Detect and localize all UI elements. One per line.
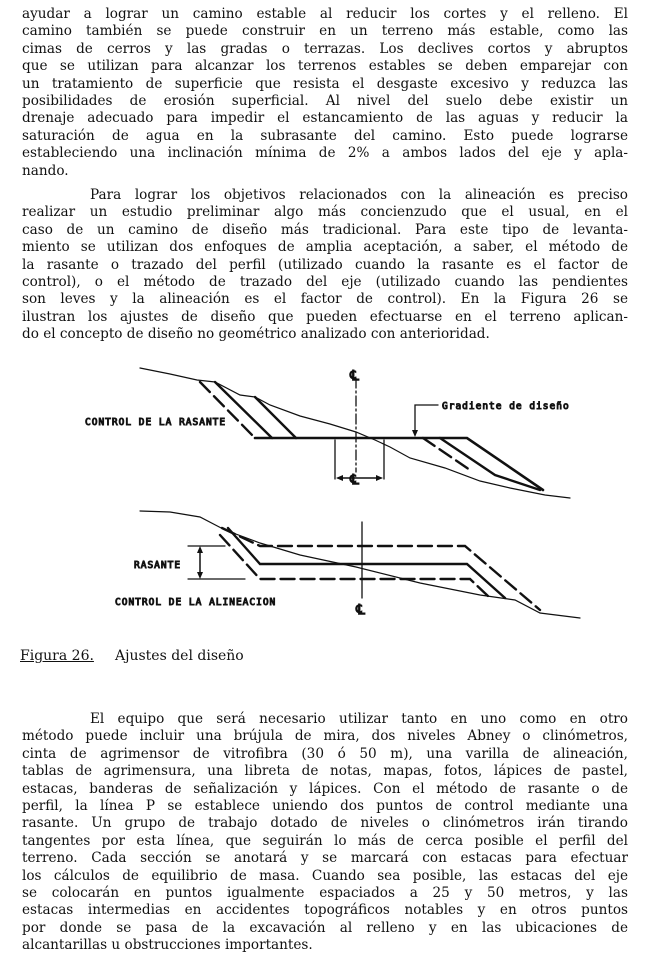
text-line: ilustran los ajustes de diseño que pueden efectuarse en el terreno aplican- — [22, 308, 628, 325]
text-line: saturación de agua en la subrasante del camino. Esto puede lograrse — [22, 127, 628, 144]
cut-slope — [255, 397, 296, 438]
arrowhead — [197, 572, 203, 579]
text-line: do el concepto de diseño no geométrico analizado con anterioridad. — [22, 326, 490, 343]
cut-slope — [215, 382, 272, 438]
design-grade-line — [255, 438, 543, 490]
text-line: El equipo que será necesario utilizar tanto en uno como en otro — [90, 711, 628, 727]
text-line: los cálculos de equilibrio de masa. Cuando sea posible, las estacas del eje — [22, 867, 628, 884]
text-line: rasante. Un grupo de trabajo dotado de niveles o clinómetros irán tirando — [22, 815, 628, 832]
figure-caption-title: Ajustes del diseño — [115, 648, 244, 664]
label-grade-control: CONTROL DE LA RASANTE — [85, 417, 227, 428]
text-line: cimas de cerros y las gradas o terrazas. Los declives cortos y abruptos — [22, 40, 628, 57]
text-line: alcantarillas u obstrucciones importantes. — [22, 937, 313, 954]
text-line: estableciendo una inclinación mínima de 2% a ambos lados del eje y apla- — [22, 145, 628, 162]
gradient-leader — [415, 405, 438, 432]
text-line: método puede incluir una brújula de mira, dos niveles Abney o clinómetros, — [22, 728, 628, 745]
fill-slope — [440, 438, 540, 490]
text-line: posibilidades de erosión superficial. Al nivel del suelo debe existir un — [22, 92, 628, 109]
text-line: camino también se puede construir en un terreno más estable, como las — [22, 23, 628, 40]
text-line: la rasante o trazado del perfil (utilizado cuando la rasante es el factor de — [22, 256, 628, 273]
text-line: caso de un camino de diseño más tradicional. Para este tipo de levanta- — [22, 221, 628, 238]
text-line: miento se utilizan dos enfoques de amplia aceptación, a saber, el método de — [22, 239, 628, 256]
label-alignment-control: CONTROL DE LA ALINEACION — [115, 597, 277, 608]
text-line: estacas intermedias en accidentes topográficos notables y en otros puntos — [22, 902, 628, 919]
text-line: estacas, banderas de señalización y lápices. Con el método de rasante o de — [22, 780, 628, 797]
text-line: drenaje adecuado para impedir el estancamiento de las aguas y reducir la — [22, 110, 628, 127]
arrowhead — [197, 546, 203, 553]
text-line: tablas de agrimensura, una libreta de notas, mapas, fotos, lápices de pastel, — [22, 763, 628, 780]
text-line: perfil, la línea P se establece uniendo dos puntos de control mediante una — [22, 797, 628, 814]
cut-slope-dashed — [200, 382, 255, 438]
label-rasante: RASANTE — [134, 560, 182, 571]
grade-middle — [228, 528, 505, 598]
text-line: por donde se pasa de la excavación al relleno y en las ubicaciones de — [22, 919, 628, 936]
text-line: se colocarán en puntos igualmente espaciados a 25 y 50 metros, y las — [22, 884, 628, 901]
arrowhead — [376, 475, 383, 481]
text-line: un tratamiento de superficie que resista el desgaste excesivo y reduzca las — [22, 75, 628, 92]
centerline-symbol-bottom: ℄ — [356, 602, 366, 618]
text-line: ayudar a lograr un camino estable al reducir los cortes y el relleno. El — [22, 6, 628, 22]
text-line: son leves y la alineación es el factor de control). En la Figura 26 se — [22, 291, 628, 308]
text-line: terreno. Cada sección se anotará y se marcará con estacas para efectuar — [22, 850, 628, 867]
text-line: que se utilizan para alcanzar los terrenos estables se deben emparejar con — [22, 58, 628, 75]
label-design-gradient: Gradiente de diseño — [442, 401, 570, 412]
centerline-symbol-top: ℄ — [350, 368, 360, 384]
arrowhead — [412, 430, 418, 437]
text-line: nando. — [22, 162, 69, 179]
text-line: tangentes por esta línea, que seguirán lo más de cerca posible el perfil del — [22, 832, 628, 849]
arrowhead — [336, 475, 343, 481]
text-line: Para lograr los objetivos relacionados con la alineación es preciso — [90, 187, 628, 203]
figure-caption-number: Figura 26. — [20, 648, 94, 664]
text-line: cinta de agrimensor de vitrofibra (30 ó 50 m), una varilla de alineación, — [22, 745, 628, 762]
text-line: realizar un estudio preliminar algo más concienzudo que el usual, en el — [22, 204, 628, 221]
text-line: control), o el método de trazado del eje (utilizado cuando las pendientes — [22, 273, 628, 290]
centerline-symbol-middle: ℄ — [350, 472, 360, 488]
